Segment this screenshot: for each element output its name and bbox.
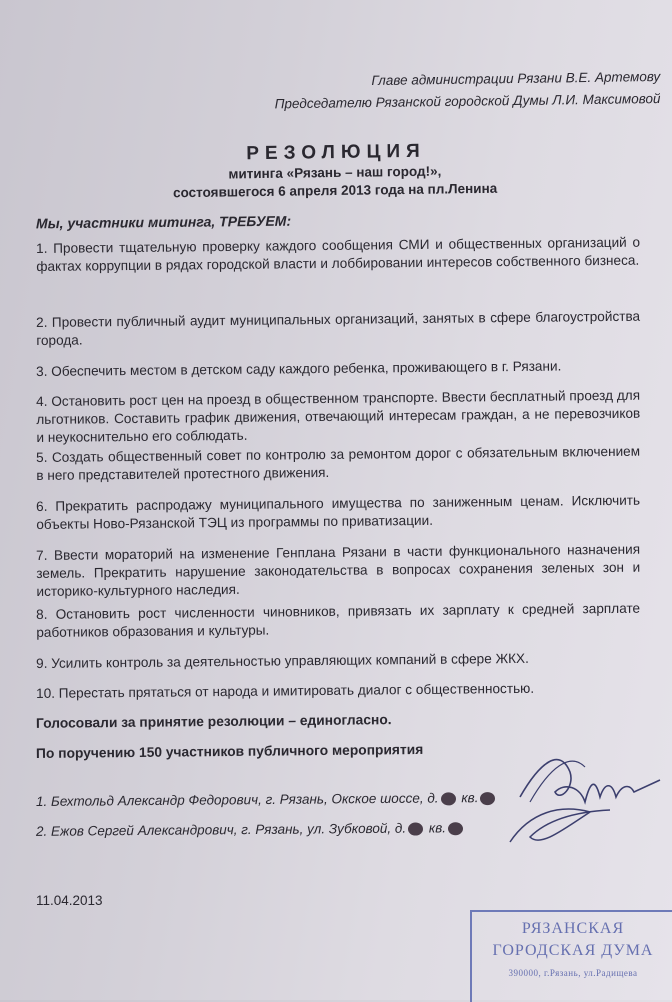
demand-item: 1. Провести тщательную проверку каждого сообщения СМИ и общественных организаций о фактах коррупции в рядах городской власти и лоббировании интересов собственного бизнеса.	[36, 234, 641, 274]
demand-item: 3. Обеспечить местом в детском саду каждого ребенка, проживающего в г. Рязани.	[36, 358, 562, 379]
document-date: 11.04.2013	[36, 893, 103, 908]
apartment-label: кв.	[428, 820, 447, 836]
redaction-blot	[408, 822, 423, 835]
registration-stamp	[470, 910, 672, 1002]
stamp-address: 390000, г.Рязань, ул.Радищева	[508, 968, 638, 978]
subtitle-line: митинга «Рязань – наш город!»,	[228, 163, 442, 182]
redaction-blot	[480, 792, 495, 805]
demand-item: 8. Остановить рост численности чиновников, привязать их зарплату к средней зарплате работников образования и культуры.	[36, 600, 641, 640]
addressee-line: Главе администрации Рязани В.Е. Артемову	[371, 68, 661, 89]
signatory-line	[36, 790, 498, 809]
addressee-line: Председателю Рязанской городской Думы Л.И. Максимовой	[274, 90, 661, 112]
document-title: РЕЗОЛЮЦИЯ	[246, 140, 426, 165]
demand-item: 7. Ввести мораторий на изменение Генплана Рязани в части функционального назначения земель. Прекратить нарушение законодательства в вопросах сохранения зеленых зон и историко-культурного наследия.	[36, 541, 641, 599]
signatory-text: 2. Ежов Сергей Александрович, г. Рязань, ул. Зубковой, д.	[35, 820, 407, 839]
document-subtitle	[100, 161, 570, 204]
demand-item: 2. Провести публичный аудит муниципальных организаций, занятых в сфере благоустройства города.	[36, 308, 641, 348]
subtitle-line: состоявшегося 6 апреля 2013 года на пл.Ленина	[172, 180, 498, 201]
demand-intro: Мы, участники митинга, ТРЕБУЕМ:	[35, 212, 292, 232]
vote-result: Голосовали за принятие резолюции – единогласно.	[35, 712, 392, 731]
stamp-line: РЯЗАНСКАЯ	[521, 920, 625, 937]
demand-item: 6. Прекратить распродажу муниципального имущества по заниженным ценам. Исключить объекты Ново-Рязанской ТЭЦ из программы по приватизации.	[36, 492, 641, 532]
demand-item: 9. Усилить контроль за деятельностью управляющих компаний в сфере ЖКХ.	[36, 650, 529, 671]
apartment-label: кв.	[461, 790, 479, 806]
mandate-line: По поручению 150 участников публичного мероприятия	[35, 741, 424, 762]
signatory-text: 1. Бехтольд Александр Федорович, г. Рязань, Окское шоссе, д.	[35, 790, 439, 810]
handwritten-signature	[500, 742, 670, 852]
signatory-line	[36, 820, 465, 839]
redaction-blot	[448, 822, 463, 835]
demand-item: 4. Остановить рост цен на проезд в общественном транспорте. Ввести бесплатный проезд для льготников. Составить график движения, отвечающий интересам граждан, а не перевозчиков и неукоснительно его соблюдать.	[36, 387, 641, 445]
demand-item: 5. Создать общественный совет по контролю за ремонтом дорог с обязательным включением в него представителей протестного движения.	[36, 443, 641, 483]
redaction-blot	[440, 792, 455, 805]
demand-item: 10. Перестать прятаться от народа и имитировать диалог с общественностью.	[36, 680, 535, 701]
stamp-line: ГОРОДСКАЯ ДУМА	[492, 942, 654, 959]
addressee-block	[170, 66, 661, 117]
